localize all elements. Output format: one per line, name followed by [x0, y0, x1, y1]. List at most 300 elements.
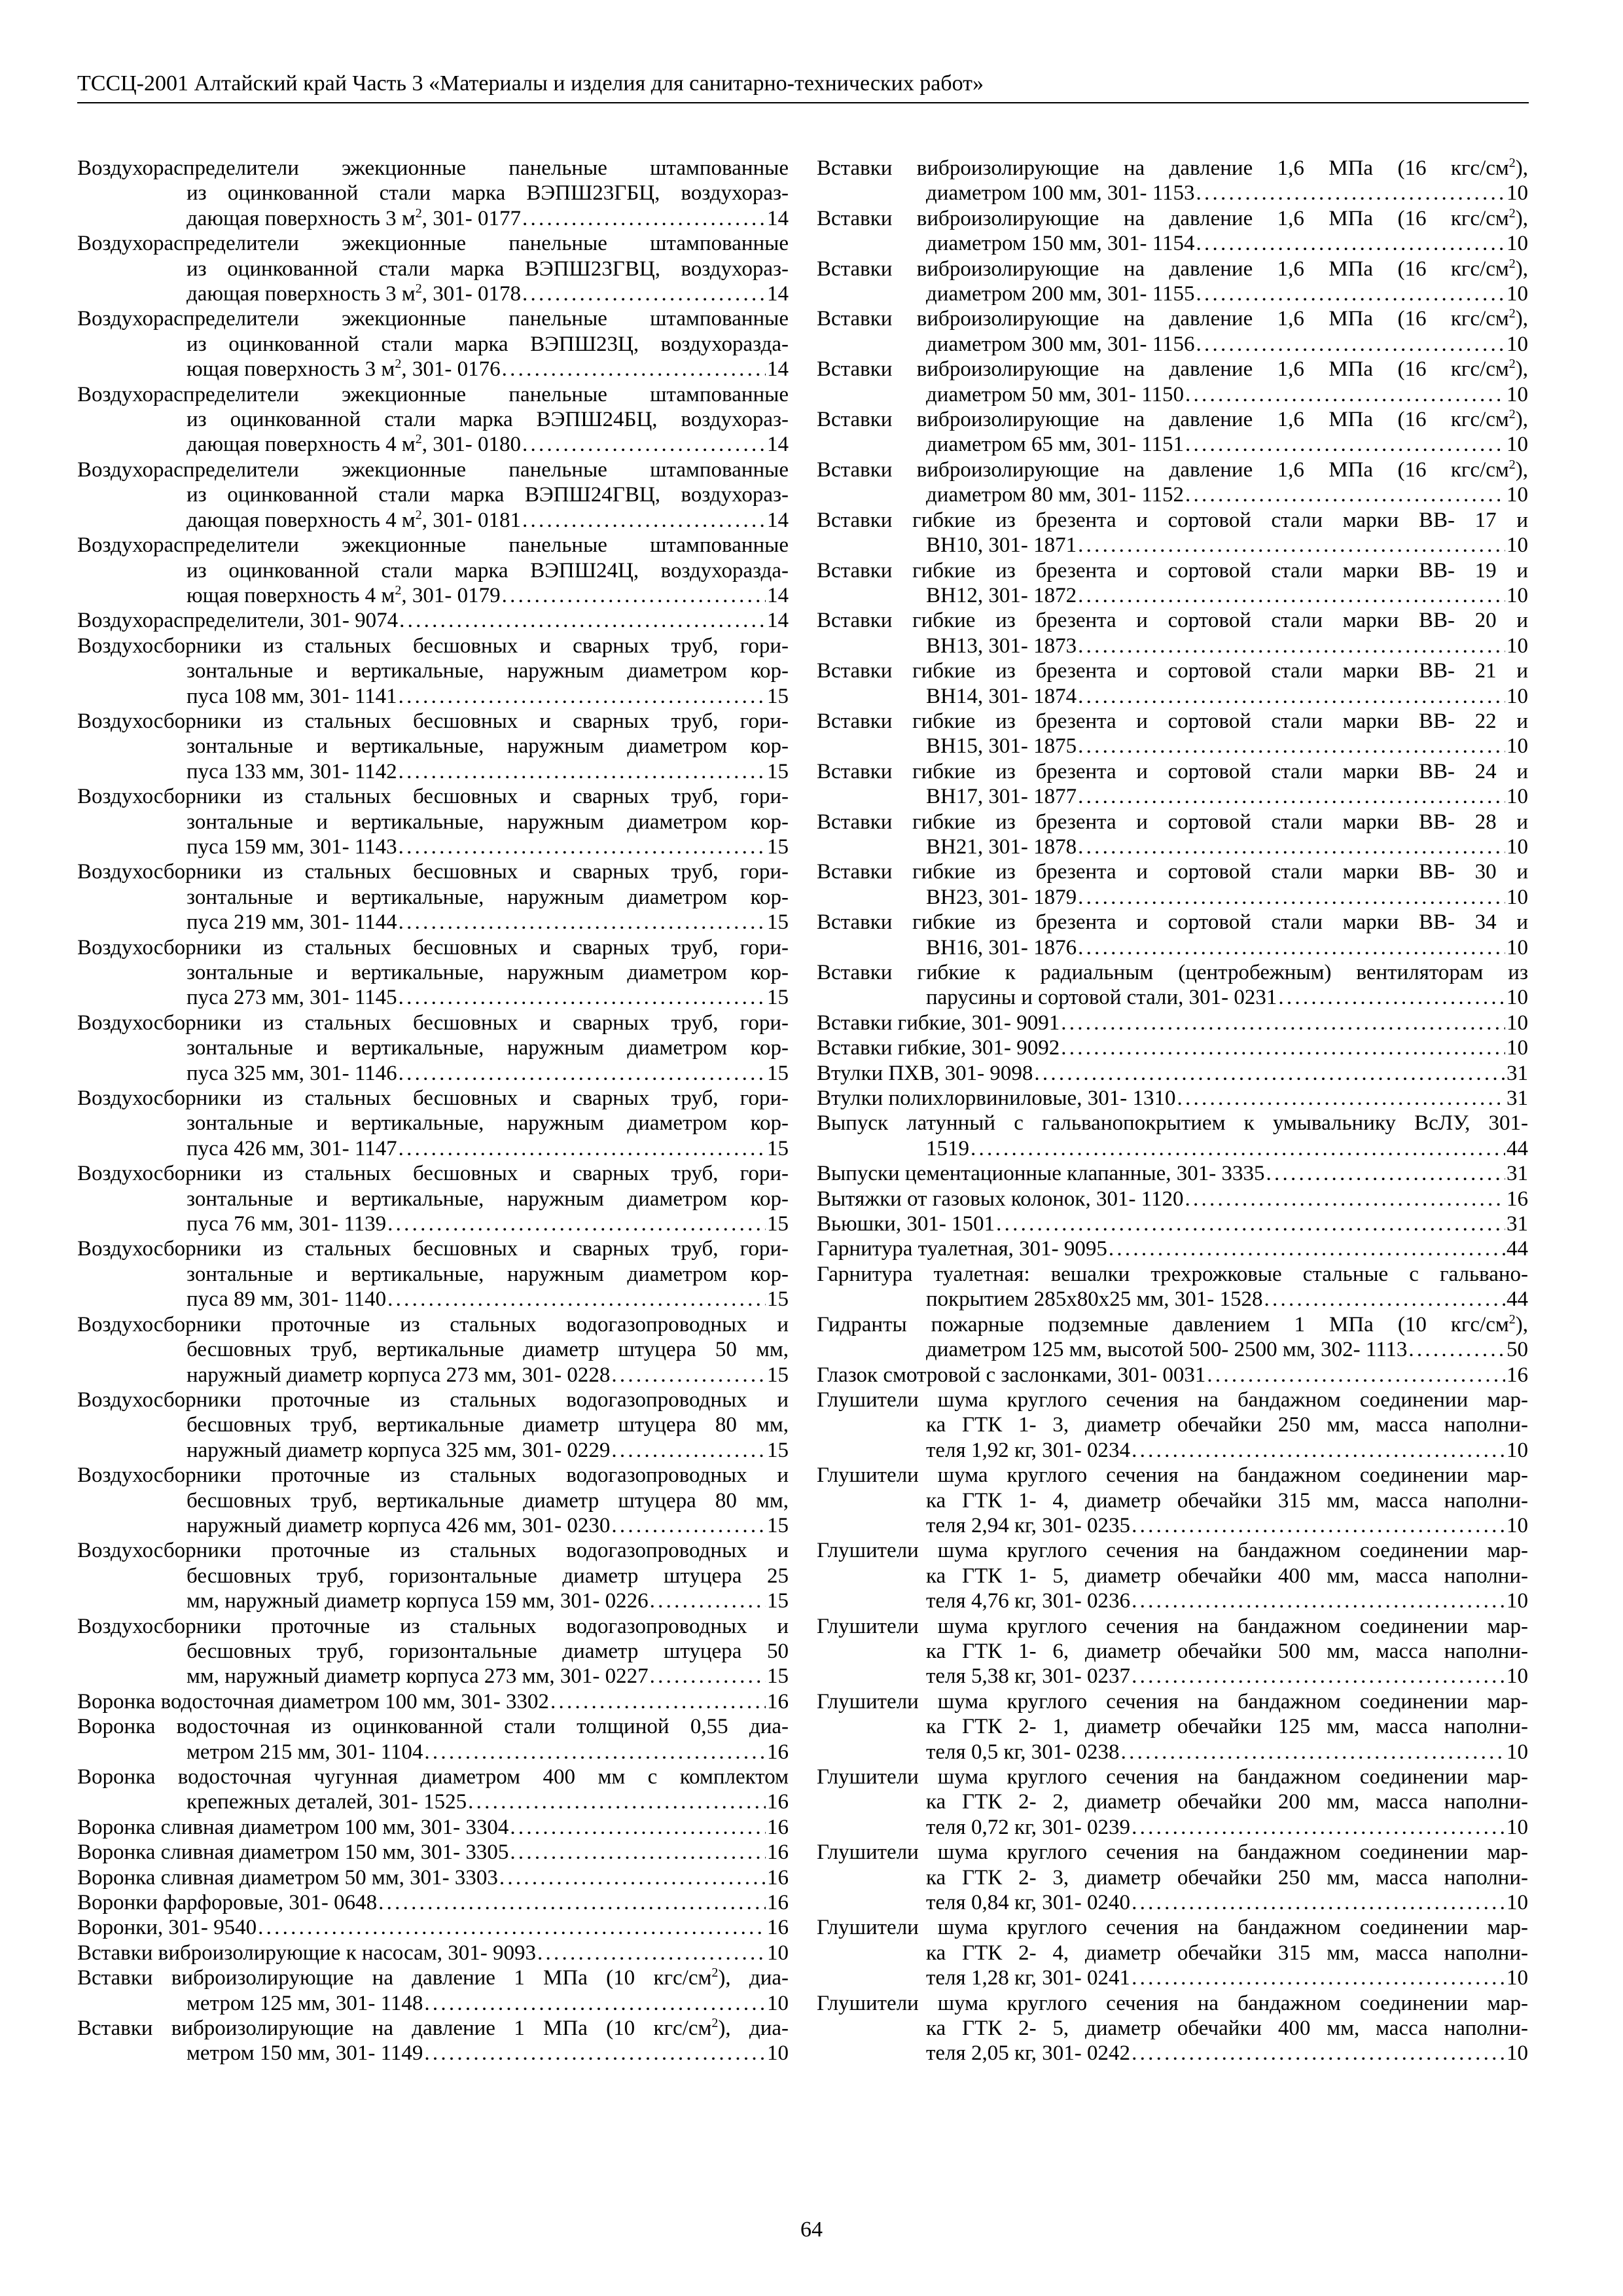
- entry-text: крепежных деталей, 301- 1525: [187, 1790, 467, 1814]
- entry-text: дающая поверхность 4 $м^2$, 301- 0180: [187, 432, 522, 457]
- index-entry: [77, 1941, 789, 1965]
- leader-dots: [399, 985, 766, 1010]
- entry-text: бесшовных труб, вертикальные диаметр штуцера 50 мм,: [187, 1338, 789, 1362]
- leader-dots: [1132, 1965, 1505, 1990]
- entry-text: Воронка водосточная диаметром 100 мм, 301- 3302: [77, 1689, 549, 1713]
- entry-text: теля 1,92 кг, 301- 0234: [926, 1438, 1131, 1462]
- entry-text: Втулки ПХВ, 301- 9098: [817, 1061, 1033, 1085]
- leader-dots: [1207, 1363, 1505, 1388]
- leader-dots: [1078, 684, 1505, 709]
- entry-text: Воздухораспределители эжекционные панельные штампованные: [77, 307, 789, 331]
- index-entry: [77, 382, 789, 457]
- entry-page-number: 16: [1507, 1187, 1528, 1211]
- entry-page-number: 16: [767, 1815, 789, 1839]
- leader-dots: [537, 1941, 766, 1965]
- entry-page-number: 10: [1507, 1011, 1528, 1035]
- entry-page-number: 10: [1507, 382, 1528, 406]
- entry-page-number: 44: [1507, 1136, 1528, 1160]
- entry-text: диаметром 125 мм, высотой 500- 2500 мм, 302- 1113: [926, 1338, 1408, 1362]
- leader-dots: [1196, 181, 1506, 206]
- entry-text: ка ГТК 2- 3, диаметр обечайки 250 мм, масса наполни-: [926, 1865, 1528, 1890]
- entry-page-number: 10: [1507, 1891, 1528, 1915]
- index-column-left: [77, 156, 789, 2066]
- page-number: 64: [800, 2217, 823, 2242]
- index-entry: [817, 658, 1528, 709]
- index-entry: [77, 1614, 789, 1689]
- entry-page-number: 16: [767, 1865, 789, 1890]
- entry-text: Вставки гибкие из брезента и сортовой стали марки ВВ- 19 и: [817, 558, 1528, 583]
- leader-dots: [1121, 1740, 1505, 1765]
- entry-text: зонтальные и вертикальные, наружным диаметром кор-: [187, 810, 789, 834]
- entry-text: из оцинкованной стали марка ВЭПШ24БЦ, воздухораз-: [187, 408, 789, 432]
- entry-text: Воронки, 301- 9540: [77, 1916, 257, 1940]
- entry-text: Воздухосборники проточные из стальных водогазопроводных и: [77, 1614, 789, 1638]
- entry-page-number: 10: [1507, 834, 1528, 859]
- entry-text: Вставки гибкие из брезента и сортовой стали марки ВВ- 20 и: [817, 609, 1528, 633]
- entry-text: пуса 273 мм, 301- 1145: [187, 986, 397, 1010]
- entry-page-number: 10: [1507, 433, 1528, 457]
- entry-text: Воронка сливная диаметром 150 мм, 301- 3305: [77, 1840, 509, 1865]
- index-entry: [77, 306, 789, 382]
- index-entry: [77, 608, 789, 633]
- index-entry: [817, 508, 1528, 558]
- entry-text: теля 2,94 кг, 301- 0235: [926, 1513, 1131, 1537]
- entry-text: Вставки гибкие, 301- 9091: [817, 1011, 1060, 1035]
- entry-text: из оцинкованной стали марка ВЭПШ24Ц, воздухоразда-: [187, 558, 789, 583]
- entry-text: Воздухосборники проточные из стальных водогазопроводных и: [77, 1312, 789, 1336]
- index-entry: [817, 206, 1528, 257]
- entry-text: теля 0,5 кг, 301- 0238: [926, 1740, 1120, 1764]
- entry-page-number: 14: [767, 433, 789, 457]
- entry-text: теля 1,28 кг, 301- 0241: [926, 1966, 1131, 1990]
- leader-dots: [499, 1865, 766, 1890]
- entry-text: из оцинкованной стали марка ВЭПШ24ГВЦ, воздухораз-: [187, 483, 789, 507]
- entry-text: Вставки гибкие из брезента и сортовой стали марки ВВ- 34 и: [817, 910, 1528, 935]
- index-entry: [817, 608, 1528, 658]
- entry-page-number: 15: [767, 834, 789, 859]
- leader-dots: [611, 1363, 766, 1388]
- leader-dots: [522, 206, 766, 231]
- entry-text: ющая поверхность 4 $м^2$, 301- 0179: [187, 583, 501, 607]
- index-entry: [77, 709, 789, 784]
- leader-dots: [1196, 281, 1506, 306]
- index-entry: [817, 1840, 1528, 1915]
- entry-text: мм, наружный диаметр корпуса 159 мм, 301- 0226: [187, 1589, 649, 1613]
- entry-page-number: 10: [1507, 986, 1528, 1010]
- entry-text: Воздухосборники проточные из стальных водогазопроводных и: [77, 1463, 789, 1488]
- index-entry: [817, 1011, 1528, 1035]
- entry-text: Воронка сливная диаметром 50 мм, 301- 3303: [77, 1865, 498, 1890]
- index-entry: [77, 1714, 789, 1765]
- index-entry: [77, 1765, 789, 1815]
- entry-text: Воздухораспределители эжекционные панельные штампованные: [77, 457, 789, 482]
- entry-text: диаметром 300 мм, 301- 1156: [926, 332, 1195, 356]
- entry-text: ка ГТК 2- 2, диаметр обечайки 200 мм, масса наполни-: [926, 1790, 1528, 1814]
- entry-text: из оцинкованной стали марка ВЭПШ23ГВЦ, воздухораз-: [187, 257, 789, 281]
- entry-page-number: 31: [1507, 1212, 1528, 1236]
- entry-text: Вставки виброизолирующие на давление 1,6 МПа (16 кгс/$см^2$),: [817, 357, 1528, 382]
- entry-page-number: 10: [1507, 2041, 1528, 2066]
- entry-text: Глушители шума круглого сечения на бандажном соединении мар-: [817, 1689, 1528, 1713]
- index-entry: [77, 784, 789, 859]
- entry-page-number: 10: [1507, 583, 1528, 607]
- entry-page-number: 14: [767, 206, 789, 230]
- entry-text: Глушители шума круглого сечения на бандажном соединении мар-: [817, 1991, 1528, 2015]
- leader-dots: [1408, 1337, 1505, 1362]
- entry-text: пуса 426 мм, 301- 1147: [187, 1136, 397, 1160]
- entry-page-number: 16: [767, 1790, 789, 1814]
- entry-page-number: 10: [1507, 885, 1528, 909]
- entry-page-number: 14: [767, 508, 789, 532]
- entry-page-number: 10: [1507, 1966, 1528, 1990]
- index-entry: [77, 1965, 789, 2016]
- entry-text: Воздухосборники из стальных бесшовных и сварных труб, гори-: [77, 1086, 789, 1111]
- index-entry: [817, 457, 1528, 508]
- index-entry: [77, 1388, 789, 1463]
- entry-text: пуса 325 мм, 301- 1146: [187, 1061, 397, 1085]
- leader-dots: [1185, 482, 1505, 507]
- index-entry: [817, 759, 1528, 810]
- index-entry: [77, 231, 789, 306]
- leader-dots: [1132, 2041, 1505, 2066]
- entry-page-number: 15: [767, 1363, 789, 1387]
- leader-dots: [399, 759, 766, 784]
- leader-dots: [1078, 734, 1505, 759]
- entry-text: Воронка водосточная чугунная диаметром 400 мм с комплектом: [77, 1765, 789, 1789]
- leader-dots: [1196, 231, 1506, 256]
- index-entry: [817, 357, 1528, 407]
- entry-text: Вставки гибкие из брезента и сортовой стали марки ВВ- 22 и: [817, 709, 1528, 733]
- leader-dots: [1078, 885, 1505, 910]
- leader-dots: [510, 1840, 766, 1865]
- entry-text: Глушители шума круглого сечения на бандажном соединении мар-: [817, 1765, 1528, 1789]
- index-entry: [817, 1111, 1528, 1161]
- entry-text: диаметром 80 мм, 301- 1152: [926, 483, 1184, 507]
- entry-text: Вставки виброизолирующие на давление 1,6 МПа (16 кгс/$см^2$),: [817, 306, 1528, 331]
- entry-text: Воздухосборники из стальных бесшовных и сварных труб, гори-: [77, 935, 789, 960]
- entry-text: Вставки гибкие из брезента и сортовой стали марки ВВ- 24 и: [817, 759, 1528, 783]
- entry-text: пуса 108 мм, 301- 1141: [187, 684, 397, 708]
- entry-text: ка ГТК 1- 3, диаметр обечайки 250 мм, масса наполни-: [926, 1413, 1528, 1437]
- entry-page-number: 10: [1507, 1438, 1528, 1462]
- leader-dots: [1132, 1664, 1505, 1689]
- entry-text: ВН10, 301- 1871: [926, 533, 1077, 558]
- leader-dots: [650, 1664, 766, 1689]
- leader-dots: [1266, 1161, 1505, 1186]
- index-entry: [817, 1388, 1528, 1463]
- index-entry: [77, 1915, 789, 1940]
- entry-text: ВН17, 301- 1877: [926, 785, 1077, 809]
- index-entry: [817, 859, 1528, 910]
- leader-dots: [1034, 1061, 1505, 1086]
- leader-dots: [387, 1211, 766, 1236]
- entry-text: дающая поверхность 3 $м^2$, 301- 0178: [187, 281, 522, 306]
- entry-text: бесшовных труб, горизонтальные диаметр штуцера 25: [187, 1564, 789, 1588]
- entry-text: ВН13, 301- 1873: [926, 634, 1077, 658]
- index-entry: [817, 1061, 1528, 1086]
- index-entry: [817, 156, 1528, 206]
- entry-page-number: 10: [1507, 935, 1528, 960]
- entry-text: Воздухосборники проточные из стальных водогазопроводных и: [77, 1388, 789, 1412]
- entry-page-number: 10: [1507, 1664, 1528, 1689]
- entry-text: Воздухосборники из стальных бесшовных и сварных труб, гори-: [77, 1011, 789, 1035]
- entry-page-number: 15: [767, 1438, 789, 1462]
- index-entry: [817, 558, 1528, 609]
- index-entry: [77, 156, 789, 231]
- entry-page-number: 10: [767, 2041, 789, 2066]
- index-entry: [77, 2016, 789, 2066]
- entry-text: Вставки виброизолирующие к насосам, 301- 9093: [77, 1941, 536, 1965]
- entry-page-number: 15: [767, 910, 789, 935]
- entry-text: зонтальные и вертикальные, наружным диаметром кор-: [187, 734, 789, 759]
- entry-text: Вставки гибкие из брезента и сортовой стали марки ВВ- 30 и: [817, 860, 1528, 884]
- index-entry: [817, 1538, 1528, 1613]
- index-entry: [77, 1865, 789, 1890]
- entry-page-number: 15: [767, 1061, 789, 1085]
- entry-page-number: 10: [1507, 785, 1528, 809]
- entry-text: теля 0,72 кг, 301- 0239: [926, 1815, 1131, 1839]
- index-entry: [77, 457, 789, 533]
- entry-text: Глушители шума круглого сечения на бандажном соединении мар-: [817, 1840, 1528, 1865]
- index-column-right: [817, 156, 1528, 2066]
- entry-text: зонтальные и вертикальные, наружным диаметром кор-: [187, 961, 789, 984]
- entry-page-number: 10: [1507, 282, 1528, 306]
- entry-page-number: 10: [1507, 1740, 1528, 1764]
- entry-page-number: 14: [767, 609, 789, 633]
- index-entry: [817, 910, 1528, 960]
- entry-text: 1519: [926, 1136, 969, 1160]
- entry-page-number: 10: [1507, 734, 1528, 759]
- leader-dots: [258, 1915, 766, 1940]
- entry-text: Воздухосборники из стальных бесшовных и сварных труб, гори-: [77, 709, 789, 733]
- entry-text: Глазок смотровой с заслонками, 301- 0031: [817, 1363, 1206, 1387]
- entry-page-number: 10: [1507, 1513, 1528, 1537]
- entry-page-number: 15: [767, 1287, 789, 1312]
- index-entry: [77, 533, 789, 608]
- leader-dots: [1061, 1011, 1505, 1035]
- entry-text: диаметром 50 мм, 301- 1150: [926, 382, 1184, 406]
- entry-text: покрытием 285х80х25 мм, 301- 1528: [926, 1287, 1263, 1312]
- entry-text: Воронка водосточная из оцинкованной стали толщиной 0,55 диа-: [77, 1715, 789, 1739]
- entry-text: Вытяжки от газовых колонок, 301- 1120: [817, 1187, 1184, 1211]
- entry-text: Глушители шума круглого сечения на бандажном соединении мар-: [817, 1539, 1528, 1563]
- entry-text: ка ГТК 2- 4, диаметр обечайки 315 мм, масса наполни-: [926, 1941, 1528, 1965]
- index-entry: [77, 1815, 789, 1840]
- entry-page-number: 10: [767, 1941, 789, 1965]
- leader-dots: [399, 1061, 766, 1086]
- entry-text: Вставки виброизолирующие на давление 1,6 МПа (16 кгс/$см^2$),: [817, 256, 1528, 281]
- page-header: [77, 71, 1529, 103]
- entry-text: Воздухораспределители эжекционные панельные штампованные: [77, 382, 789, 406]
- entry-page-number: 16: [767, 1891, 789, 1915]
- entry-page-number: 10: [767, 1991, 789, 2015]
- entry-text: Воздухораспределители, 301- 9074: [77, 609, 399, 633]
- entry-text: из оцинкованной стали марка ВЭПШ23Ц, воздухоразда-: [187, 332, 789, 356]
- entry-text: метром 125 мм, 301- 1148: [187, 1991, 423, 2015]
- leader-dots: [1078, 634, 1505, 658]
- entry-text: Воздухосборники из стальных бесшовных и сварных труб, гори-: [77, 1162, 789, 1186]
- entry-text: пуса 76 мм, 301- 1139: [187, 1212, 387, 1236]
- entry-text: зонтальные и вертикальные, наружным диаметром кор-: [187, 1111, 789, 1136]
- entry-text: Вставки виброизолирующие на давление 1 МПа (10 кгс/$см^2$), диа-: [77, 2016, 789, 2041]
- entry-page-number: 31: [1507, 1086, 1528, 1111]
- index-entry: [77, 935, 789, 1011]
- entry-text: зонтальные и вертикальные, наружным диаметром кор-: [187, 1262, 789, 1286]
- entry-text: Вставки виброизолирующие на давление 1 МПа (10 кгс/$см^2$), диа-: [77, 1965, 789, 1990]
- index-entry: [817, 407, 1528, 457]
- entry-page-number: 15: [767, 1212, 789, 1236]
- leader-dots: [1078, 784, 1505, 809]
- entry-text: пуса 219 мм, 301- 1144: [187, 910, 397, 935]
- index-entry: [817, 1363, 1528, 1388]
- entry-page-number: 10: [1507, 1815, 1528, 1839]
- entry-text: Воздухосборники из стальных бесшовных и сварных труб, гори-: [77, 860, 789, 884]
- leader-dots: [550, 1689, 766, 1714]
- index-entry: [77, 634, 789, 709]
- index-entry: [817, 1463, 1528, 1538]
- index-entry: [817, 1211, 1528, 1236]
- entry-text: дающая поверхность 3 $м^2$, 301- 0177: [187, 206, 522, 230]
- index-entry: [817, 810, 1528, 860]
- index-entry: [77, 1538, 789, 1613]
- index-entry: [817, 1262, 1528, 1312]
- leader-dots: [1278, 985, 1505, 1010]
- entry-page-number: 16: [1507, 1363, 1528, 1387]
- leader-dots: [522, 432, 766, 457]
- entry-text: Вставки гибкие, 301- 9092: [817, 1036, 1060, 1060]
- leader-dots: [1185, 382, 1505, 407]
- entry-text: Воронки фарфоровые, 301- 0648: [77, 1891, 378, 1915]
- index-entry: [817, 1614, 1528, 1689]
- leader-dots: [522, 508, 766, 533]
- entry-text: теля 5,38 кг, 301- 0237: [926, 1664, 1131, 1689]
- entry-text: Вставки гибкие из брезента и сортовой стали марки ВВ- 21 и: [817, 659, 1528, 683]
- entry-page-number: 15: [767, 759, 789, 783]
- entry-text: пуса 133 мм, 301- 1142: [187, 759, 397, 783]
- entry-page-number: 16: [767, 1740, 789, 1764]
- leader-dots: [1109, 1236, 1505, 1261]
- leader-dots: [1132, 1438, 1505, 1463]
- leader-dots: [611, 1438, 766, 1463]
- leader-dots: [1078, 533, 1505, 558]
- entry-text: Воздухосборники из стальных бесшовных и сварных труб, гори-: [77, 634, 789, 658]
- entry-text: ВН12, 301- 1872: [926, 583, 1077, 607]
- leader-dots: [502, 357, 766, 382]
- entry-text: Вставки виброизолирующие на давление 1,6 МПа (16 кгс/$см^2$),: [817, 407, 1528, 432]
- entry-text: Вставки виброизолирующие на давление 1,6 МПа (16 кгс/$см^2$),: [817, 206, 1528, 230]
- entry-text: Воронка сливная диаметром 100 мм, 301- 3304: [77, 1815, 509, 1839]
- index-entry: [817, 1086, 1528, 1111]
- entry-page-number: 14: [767, 357, 789, 382]
- leader-dots: [1078, 935, 1505, 960]
- leader-dots: [1132, 1890, 1505, 1915]
- leader-dots: [1177, 1086, 1505, 1111]
- index-entry: [77, 859, 789, 935]
- entry-text: Гидранты пожарные подземные давлением 1 МПа (10 кгс/$см^2$),: [817, 1312, 1528, 1336]
- leader-dots: [399, 834, 766, 859]
- leader-dots: [1185, 1187, 1505, 1211]
- entry-text: зонтальные и вертикальные, наружным диаметром кор-: [187, 659, 789, 683]
- entry-text: ВН21, 301- 1878: [926, 834, 1077, 859]
- leader-dots: [522, 281, 766, 306]
- leader-dots: [1132, 1588, 1505, 1613]
- entry-text: дающая поверхность 4 $м^2$, 301- 0181: [187, 507, 522, 532]
- leader-dots: [387, 1287, 766, 1312]
- leader-dots: [996, 1211, 1505, 1236]
- entry-text: ка ГТК 2- 5, диаметр обечайки 400 мм, масса наполни-: [926, 2017, 1528, 2041]
- entry-text: ВН14, 301- 1874: [926, 684, 1077, 708]
- index-entry: [77, 1011, 789, 1086]
- entry-text: теля 0,84 кг, 301- 0240: [926, 1891, 1131, 1915]
- entry-text: бесшовных труб, вертикальные диаметр штуцера 80 мм,: [187, 1488, 789, 1513]
- index-entry: [77, 1086, 789, 1161]
- entry-text: бесшовных труб, горизонтальные диаметр штуцера 50: [187, 1639, 789, 1663]
- entry-text: пуса 159 мм, 301- 1143: [187, 834, 397, 859]
- entry-text: Гарнитура туалетная, 301- 9095: [817, 1237, 1107, 1261]
- index-entry: [817, 960, 1528, 1011]
- index-entry: [817, 1161, 1528, 1186]
- entry-page-number: 10: [1507, 232, 1528, 256]
- leader-dots: [1185, 432, 1505, 457]
- index-entry: [817, 257, 1528, 307]
- entry-page-number: 16: [767, 1689, 789, 1713]
- entry-page-number: 14: [767, 583, 789, 607]
- leader-dots: [1264, 1287, 1505, 1312]
- entry-text: метром 215 мм, 301- 1104: [187, 1740, 423, 1764]
- leader-dots: [510, 1815, 766, 1840]
- entry-text: Воздухосборники из стальных бесшовных и сварных труб, гори-: [77, 1237, 789, 1261]
- entry-text: Вставки гибкие из брезента и сортовой стали марки ВВ- 28 и: [817, 810, 1528, 834]
- entry-page-number: 10: [1507, 332, 1528, 356]
- entry-text: Глушители шума круглого сечения на бандажном соединении мар-: [817, 1614, 1528, 1638]
- index-entry: [77, 1161, 789, 1236]
- entry-text: диаметром 150 мм, 301- 1154: [926, 232, 1195, 256]
- entry-text: наружный диаметр корпуса 325 мм, 301- 0229: [187, 1438, 611, 1462]
- index-entry: [77, 1689, 789, 1714]
- index-entry: [817, 1035, 1528, 1060]
- leader-dots: [399, 910, 766, 935]
- index-entry: [77, 1312, 789, 1388]
- entry-text: Воздухораспределители эжекционные панельные штампованные: [77, 156, 789, 180]
- index-entry: [817, 1187, 1528, 1211]
- leader-dots: [1196, 332, 1506, 357]
- leader-dots: [1078, 834, 1505, 859]
- entry-text: диаметром 100 мм, 301- 1153: [926, 181, 1195, 206]
- entry-text: из оцинкованной стали марка ВЭПШ23ГБЦ, воздухораз-: [187, 181, 789, 206]
- entry-page-number: 50: [1507, 1338, 1528, 1362]
- leader-dots: [1132, 1513, 1505, 1538]
- entry-text: Глушители шума круглого сечения на бандажном соединении мар-: [817, 1463, 1528, 1488]
- entry-page-number: 10: [1507, 1589, 1528, 1613]
- entry-text: Вьюшки, 301- 1501: [817, 1212, 995, 1236]
- entry-text: зонтальные и вертикальные, наружным диаметром кор-: [187, 1036, 789, 1060]
- entry-text: ВН23, 301- 1879: [926, 885, 1077, 909]
- entry-page-number: 15: [767, 1513, 789, 1537]
- leader-dots: [399, 684, 766, 709]
- index-entry: [817, 1689, 1528, 1765]
- header-title: ТССЦ-2001 Алтайский край Часть 3 «Материалы и изделия для санитарно-технических работ»: [77, 71, 984, 96]
- leader-dots: [1078, 583, 1505, 608]
- index-entry: [817, 1312, 1528, 1363]
- entry-text: наружный диаметр корпуса 273 мм, 301- 0228: [187, 1363, 611, 1387]
- entry-page-number: 10: [1507, 533, 1528, 558]
- entry-text: парусины и сортовой стали, 301- 0231: [926, 986, 1277, 1010]
- leader-dots: [1132, 1815, 1505, 1840]
- entry-text: ка ГТК 2- 1, диаметр обечайки 125 мм, масса наполни-: [926, 1715, 1528, 1739]
- entry-text: ка ГТК 1- 6, диаметр обечайки 500 мм, масса наполни-: [926, 1639, 1528, 1663]
- entry-text: теля 2,05 кг, 301- 0242: [926, 2041, 1131, 2066]
- leader-dots: [611, 1513, 766, 1538]
